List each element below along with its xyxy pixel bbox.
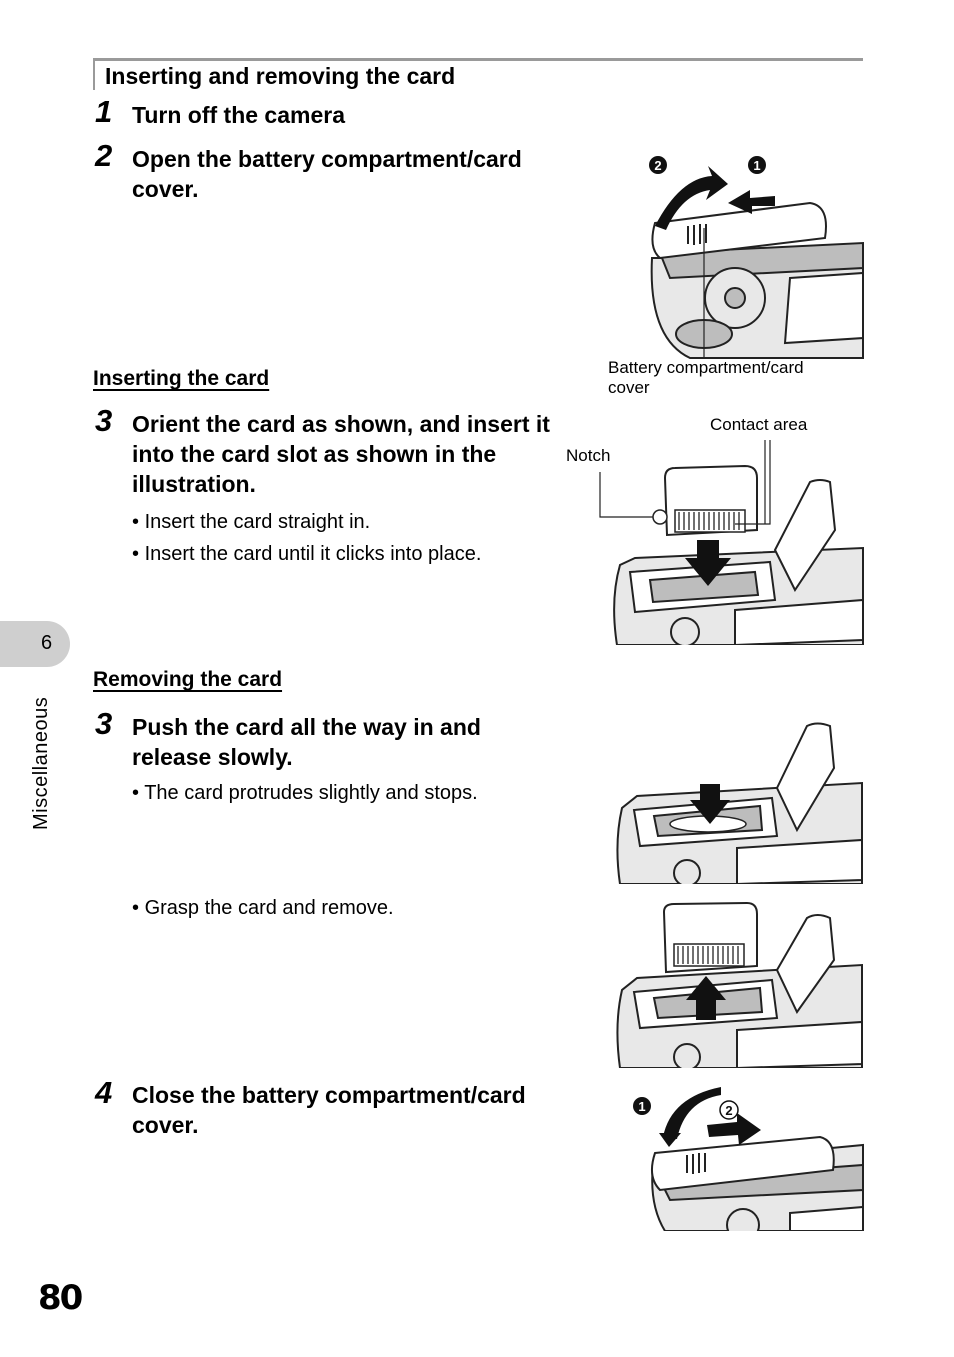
removing-bullet-2: • Grasp the card and remove.: [132, 897, 394, 919]
removing-heading: Removing the card: [93, 668, 283, 691]
notch-label: Notch: [566, 446, 611, 465]
step-2-text: Open the battery compartment/card cover.: [132, 146, 522, 202]
inserting-step-text: Orient the card as shown, and insert it into the card slot as shown in the illustration.: [132, 411, 550, 497]
remove-card-illustration: [612, 900, 864, 1068]
step-2-number: 2: [95, 138, 113, 173]
removing-step-text: Push the card all the way in and release slowly.: [132, 714, 481, 770]
section-title-text: Inserting and removing the card: [105, 63, 456, 89]
section-title: [93, 58, 863, 90]
fig1-caption: Battery compartment/card cover: [608, 358, 804, 397]
fig1-marker-2: 2: [654, 158, 662, 173]
fig5-marker-2: 2: [725, 1103, 733, 1118]
inserting-bullet-2: • Insert the card until it clicks into place.: [132, 543, 482, 565]
close-cover-illustration: [625, 1085, 865, 1231]
insert-card-illustration: [595, 440, 865, 645]
step-4-text: Close the battery compartment/card cover.: [132, 1082, 526, 1138]
inserting-heading: Inserting the card: [93, 367, 270, 390]
fig5-marker-1: 1: [638, 1099, 646, 1114]
step-1-number: 1: [95, 94, 113, 129]
page-number: 80: [38, 1278, 82, 1318]
chapter-number: 6: [41, 632, 53, 654]
fig1-marker-1: 1: [753, 158, 761, 173]
step-4-number: 4: [95, 1075, 113, 1110]
contact-area-label: Contact area: [710, 415, 808, 434]
removing-step-number: 3: [95, 706, 113, 741]
removing-bullet-1: • The card protrudes slightly and stops.: [132, 782, 478, 804]
inserting-bullet-1: • Insert the card straight in.: [132, 511, 371, 533]
open-cover-illustration: [600, 148, 865, 363]
chapter-label: Miscellaneous: [30, 696, 52, 830]
step-1-text: Turn off the camera: [132, 102, 345, 128]
inserting-step-number: 3: [95, 403, 113, 438]
push-card-illustration: [612, 718, 864, 884]
